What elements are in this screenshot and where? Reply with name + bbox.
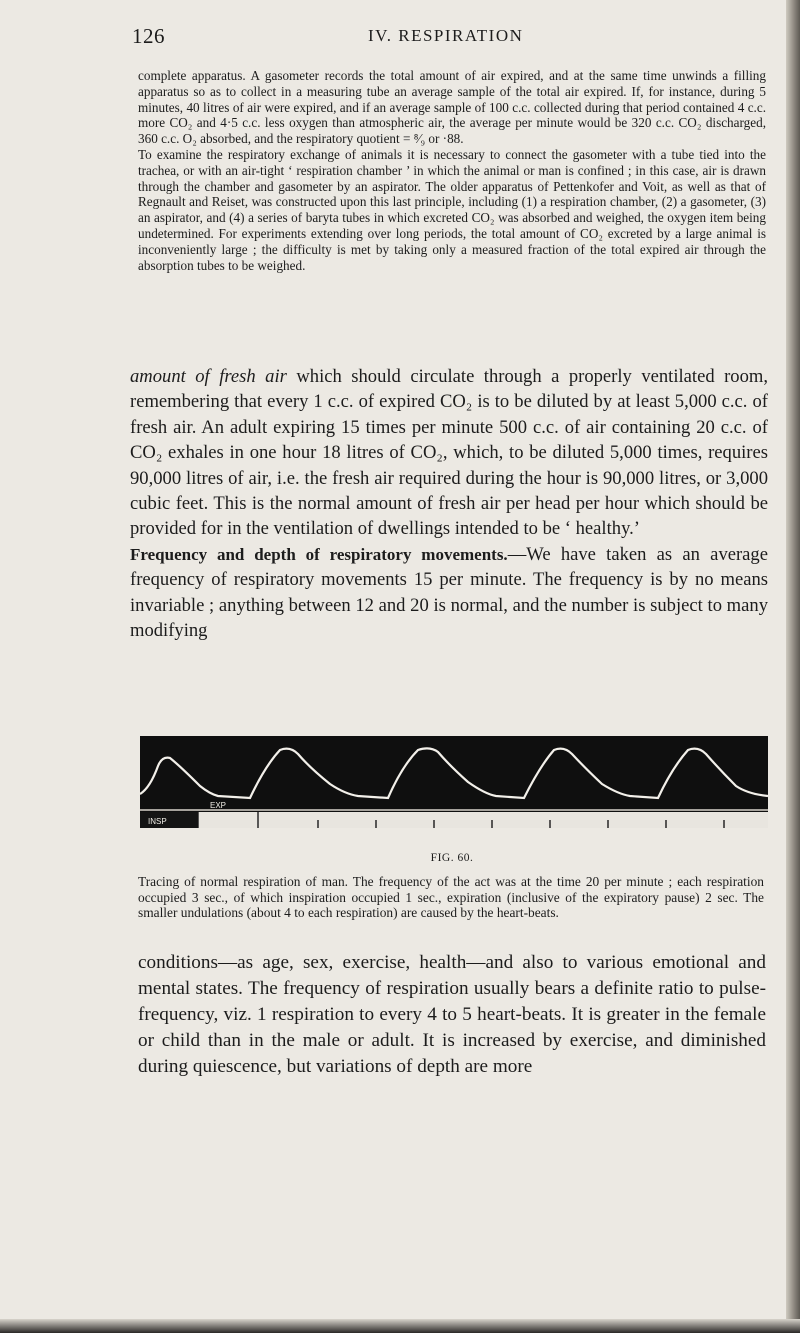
- main-text-block: [130, 364, 768, 643]
- time-strip: [140, 812, 768, 828]
- running-head: IV. RESPIRATION: [368, 26, 524, 45]
- small-paragraph-1: complete apparatus. A gasometer records the total amount of air expired, and at the same time unwinds a filling apparatus so as to collect in a measuring tube an average sample of the total air expired. If, for instance, during 5 minutes, 40 litres of air were expired, and if an average sample of 100 c.c. collected during that period contained 4 c.c. more CO₂ and 4·5 c.c. less oxygen than atmospheric air, the average per minute would be 320 c.c. CO₂ discharged, 360 c.c. O₂ absorbed, and the respiratory quotient = ⁸⁄₉ or ·88.: [138, 68, 766, 147]
- lower-text-block: [138, 950, 766, 1080]
- figure-number: FIG. 60.: [430, 852, 474, 864]
- section-heading: Frequency and depth of respiratory movements.: [130, 544, 508, 564]
- insp-label: INSP: [148, 817, 167, 826]
- small-print-block: [138, 68, 766, 273]
- main-paragraph-2: [130, 542, 768, 644]
- figure-caption-text: Tracing of normal respiration of man. The frequency of the act was at the time 20 per minute ; each respiration occupied 3 sec., of which inspiration occupied 1 sec., expiration (inclusive of the expiratory pause) 2 sec. The smaller undulations (about 4 to each respiration) are caused by the heart-beats.: [138, 874, 764, 921]
- main-paragraph-1: [130, 364, 768, 542]
- italic-lead: amount of fresh air: [130, 366, 287, 387]
- paragraph-1-body: which should circulate through a properly ventilated room, remembering that every 1 c.c. of expired CO₂ is to be diluted by at least 5,000 c.c. of fresh air. An adult expiring 15 times per minute 500 c.c. of air containing 20 c.c. of CO₂ exhales in one hour 18 litres of CO₂, which, to be diluted 5,000 times, requires 90,000 litres of air, i.e. the fresh air required during the hour is 90,000 litres, or 3,000 cubic feet. This is the normal amount of fresh air per head per hour which should be provided for in the ventilation of dwellings intended to be ‘ healthy.’: [130, 366, 768, 540]
- respiration-tracing-figure: [140, 736, 768, 828]
- exp-label: EXP: [210, 801, 227, 810]
- page-right-edge: [786, 0, 800, 1333]
- small-paragraph-2: To examine the respiratory exchange of animals it is necessary to connect the gasometer with a tube tied into the trachea, or with an air-tight ‘ respiration chamber ’ in which the animal or man is confined ; in this case, air is drawn through the chamber and gasometer by an aspirator. The older apparatus of Pettenkofer and Voit, as well as that of Regnault and Reiset, was constructed upon this last principle, including (1) a respiration chamber, (2) a gasometer, (3) an aspirator, and (4) a series of baryta tubes in which excreted CO₂ was absorbed and weighed, the oxygen item being undetermined. For experiments extending over long periods, the total amount of CO₂ excreted by a large animal is inconveniently large ; the difficulty is met by taking only a measured fraction of the total expired air through the absorption tubes to be weighed.: [138, 146, 766, 273]
- paragraph-2-body: —We have taken as an average frequency of respiratory movements 15 per minute. The frequency is by no means invariable ; anything between 12 and 20 is normal, and the number is subject to many modifying: [130, 543, 768, 642]
- tracing-svg: [140, 736, 768, 828]
- page-number: 126: [132, 24, 165, 48]
- lower-paragraph: conditions—as age, sex, exercise, health—and also to various emotional and mental states. The frequency of respiration usually bears a definite ratio to pulse-frequency, viz. 1 respiration to every 4 to 5 heart-beats. It is greater in the female or child than in the male or adult. It is increased by exercise, and diminished during quiescence, but variations of depth are more: [138, 952, 766, 1077]
- figure-caption: [138, 874, 764, 921]
- page-bottom-edge: [0, 1319, 800, 1333]
- page-header: [132, 24, 772, 54]
